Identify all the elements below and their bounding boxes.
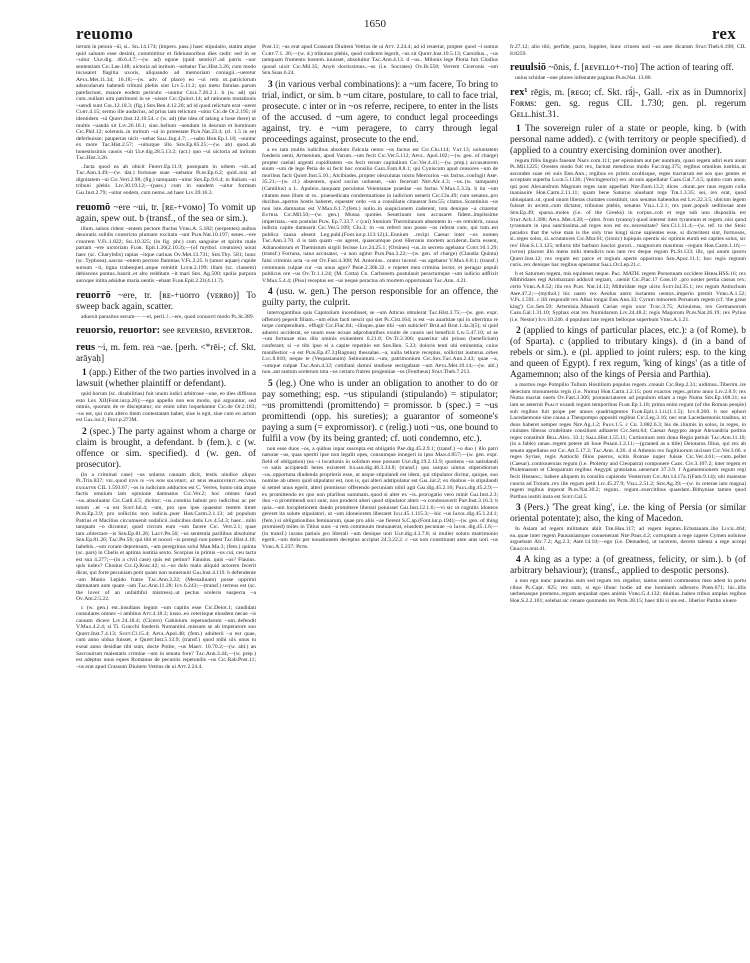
column-2 bbox=[262, 44, 498, 954]
headword: rex¹ bbox=[510, 86, 528, 98]
entry-definition: ~i, m. fem. rea ~ae. [perh. <*rēi-; cf. Skt. arāyaḥ] bbox=[76, 343, 256, 365]
dictionary-entry bbox=[76, 342, 256, 365]
citation-block: b et Saturnen regem, mis equiteses neque. Pᴀᴄ. MATH. regem Porsennam occidere Hᴇʀᴍ.HSS.16; rex Mithridates regi Ariobarzani adduxit regiam, ..ueniit Cɪᴄ.Flac.17 Cᴏᴍ.10 ..pro noster pertia cassus rex; certo Vᴇʀɢ.A.8.52; illa rex Pʟɪɴ. Nat.14.12; Mithridate rege uicto Sᴜᴇᴛ.Iul.35.1; rex regum Antiochum Aᴍᴘ.47.2;—(mythol.) hic uasto rex Aeolus antro luctantes uentos..imperio premit Vᴇʀɢ.A.1.52; V.Fʟ.1.591. c illi respondit rex Albai longai Eɴɴ.Ann.33; Cyrum minorem Persarum regem (cf. 'the great king') Cɪᴄ.Sen.59; Artemisia..Mausoli Cariae regis uxor Tᴜsᴄ.3.75; Ariouistus, rex Germanorum Cᴀᴇs.Gal.1.31.10; Syphax erat rex Numidarum Lɪᴠ.24.48.2; regis Magorum Pʟɪɴ.Nat.26.19; rex Pylius (i.e. Nestor) Iᴜᴠ.10.246. d populum late regem belloque superbum Vᴇʀɢ.A.1.21. bbox=[510, 270, 746, 323]
sense-definition bbox=[262, 287, 498, 309]
sense-definition bbox=[262, 80, 498, 146]
sense-text: (applied to kings of particular places, etc.): a (of Rome). b (of Sparta). c (applied to tributary kings). d (in a band of rebels or sim.). e (pl. applied to joint rulers; esp. to the king and queen of Egypt). f rex regum, 'king of kings' (as a title of Agamemnon; also of the kings of Persia and Parthia). bbox=[510, 326, 746, 381]
citation-block: In Asiam ad regem militatum abiit Tᴇʀ.Hau.117; ad regem legatus..Ecbatanam..ibo Lᴜᴄɪʟ.464; ea..quae inter regem Pausaniamque conuenerant Nᴇᴘ.Paus.4.2; corruptum a rege capere Cymen noluisse arguebant Alc.7.2; Ag.2.3; Aᴍᴘ.14.10;—ego (i.e. Demades), ut tacerem, decem talenta a rege accepi Gʀᴀᴄᴄʜ.orat.41. bbox=[510, 526, 746, 552]
sense-definition bbox=[510, 555, 746, 577]
citation-block: iterum in peiora ~ūi, si.. Sɪʟ.14.174; (impers. pass.) haec stipulatio, statim atque quid saluum esse desinit, committitur et fideiussoribus dies cedit: sed in se ~uitur Uʟᴘ.dig. 46.6.4.7;—(w. ad) egone (quid sentio)?..ad patris ~uor sententiam Cɪᴄ.Lae.148; uictoria ad inritum ~uebatur Tᴀᴄ.Hist.3.26; cum modo incusaret flagitia uxoris, aliquando ad memoriam coniugii..~ueretur Aᴘᴜʟ.Met.11.34; 16.18;—(w. adv. of place) eo ~ui rem ut..patriciorum adsecularum habendi tribuni plebis sint Lɪᴠ.5.11.2; qui metu fistulae..parum patefaciunt, maiore eodem periculo ~uuntur Cᴇʟs.7.26.2.1. b (w. ad) qui cum..nullam uim patrimoni in se ~uisset Cɪᴄ.Quinct.14; ad rationem mutationis ~uendi sunt Cᴏʟ.12.18.3; (fig.) Sᴇɴ.Ben.4.12.20; ad id quod relictum erat ~ueret Cᴜʀᴛ.4.15; sermo ille audacius, ad prius iam relictum ~uitur Cɪᴄ.de Or.2.195; rē identidem ~ui Quɪɴᴛ.Inst.12.10.54. c (w. ad) (the idea of taking a hose there) ut multis ~uanda sit Lɪᴠ.26.16.1; sine..bellum ~uendum in deorum et hominum Cɪᴄ.Phil.12; solennis..in inritum ~ui in protestate Pʟɪɴ.Nat.23.4; (cl. 1.5 in se) deferbuisse; paupertas uicit ~uebat Sᴀʟʟ.Iug.4.7; ..~uabo Hᴏʀ.Ep.1.18; ~uuntur ex more Tac.Hist.2.57; ~uiturque illo Sᴇɴ.Ep.85.25;—(w. ab) quod..ab honestissimis causis ~uit Uʟᴘ.dig.28.5.13.2; (act.) quo ~ui uictoria ad inritum Tᴀᴄ.Hist.3.26. bbox=[76, 44, 256, 162]
citation-block: a ex tam multis iudicibus absoluto Falcula nemo ~os factus est Cɪᴄ.Clu.114; Vᴀᴛ.13; uoluntatem foederis uenti, Armenium, apud Varum..~um fecit Cɪᴄ.Ver.5.112; Aᴘᴜʟ. Apol.102;—(w. gen. of charge) propter caelati argenti cupiditatem ~os fecit rerum capitalium Cɪᴄ.Ver.4.41;—(w. prep.) accusatorem suum ~um de lege Petia de ui fecit hoc consilio Cᴀᴇʟ.Fam.8.8.1; qui Cyniscum apud censores ~um de moribus facit Quɪɴᴛ.Inst.5.10.; Alcibiades..propter obscuratas noctu Mercurios ~us factus..confugit Aᴍᴘ. 35.21;—(w. cl.) absentem, quod socius uolueset, ~um fecerunt Nᴇᴘ.Alc.4.3; ~os..(w. tamquam) (Camillus) a L. Apuleio..tanquam peculatus Veientanae praedae ~us factus V.Mᴀx.5.3.2a. b ita ~um citatum esse illum ut ro.. praeuedicata condemnatione in iudicium uenerit Cɪᴄ.Clu.49; cum senatus..pro ducibus..apertos hostis haberet, equester ordo ~os a consiliatis citauerat Sᴇɴ.55; citatus..Scantinius ~us non iste..damnatus est V.Mᴀx.6.1.7;(fem.) nullo..in suspicionem caderent, tota denique ~a citaretur Eᴜᴛʀɪᴀ Cɪᴄ.Mil.50;—(w. gen.) Mussa quoties Seuerinam non accusaret fidem..impiissime imperitata..~um postulat Pʟɪɴ. Ep.7.33.7. c (cui) Stenium Thermitanum absentem in ~os rettulerit, causa indicta capite damnarit Cɪᴄ.Ver.5.109; Clu.3; in ~os referri non posse ~os referat cum, qui tum..est publica causa absent Leg.publ.(Font.iur.p.113:12);L.Ennium ..recipi Caesar inter ~os nomen Tᴀᴄ.Ann.3.70. d is tam quam ~os ageret, quaecumque post Hieronis mortem acciderat..facta essent, Adranodorum et Themistum sirgili fecisse Lɪᴠ.24.25.1; (Orsines) ~us..in secreto agebatur Cᴜʀᴛ.10.1.29; (transf.) Fortuna, uana accusator, ~a non agitur Pʟɪɴ.Pan.3.22;—(w. gen. of charge) (Claudia Quinta) falsi criminis acta ~a est Oᴠ.Fast.4.308; M. Antonius.. orator incesti ~us agebatur V.Mᴀx.6.8.1; (transf.) communis culpae cur ~us unus agor? Pʀᴏᴘ.2.30b.32. e repetet mea crimina lector, et peragar populi publicus ore ~us Oᴠ.Tr.1.1.24; (M. Cotta) Cn. Carbonem..postulauit peractumque ~um iudicio adflixit V.Mᴀx.5.4.4; (Piso) receptus est ~us neque peractus ob mortem opportunam Tᴀᴄ.Ann. 4.21. bbox=[262, 146, 498, 284]
headword: reuorrō bbox=[76, 289, 111, 301]
dictionary-entry bbox=[76, 290, 256, 313]
sense-text: (spec.) The party against whom a charge or claim is brought, a defendant. b (fem.). c (w. offence or sim. specified). d (w. gen. of prosecutor). bbox=[76, 426, 256, 470]
entry-definition: rēgis, m. [ʀᴇɢᴏ; cf. Skt. rā́j-, Gall. -rix as in Dumnorix] Fᴏʀᴍs: gen. sg. regus CIL 1.730; gen. pl. regerum Gᴇʟʟ.hist.31. bbox=[510, 87, 746, 120]
column-3 bbox=[510, 44, 746, 954]
sense-text: (leg.) One who is under an obligation to another to do or pay something; esp. ~us stipulandi (stipulando) = stipulator; ~us promittendi (promittendo) = promissor. b (spec.) = ~us promittendi (opp. his sureties); a guarantor of someone's paying a sum (= expromissor). c (relig.) uoti ~us, one bound to fulfil a vow (by its being granted; cf. uoti condemno, etc.). bbox=[262, 378, 498, 444]
sense-definition bbox=[76, 427, 256, 471]
sense-definition bbox=[510, 326, 746, 381]
citation-block: interrogantibus quis Capitolium incendisset, se ~um Atticus obtulerat Tᴀᴄ.Hist.3.75;—(w. gen. expr. offence) peperit filiam..~um eiius facti nescit qui siet Pʟ.Cist.164; is est ~us auaritiae qui in uberrima re turpe compendium.. effugit Cɪᴄ.Flac.84; ~ilisque..piae tibi ~um subiciet? Brut.ad Brut.1.4a.3(5); si quid aduersi acciderat, se unum esse noxae adprobantibus exuite de causis uel beneficii Lɪᴠ.5.47.10; ut se ~um fortunae eius diis ominis exinentem 6.21.8; Oᴠ.Tr.2.306; quaeritur ubi priuso (beneficium) conferant; si ~o tibi ipso ei a capite repetitio est Sᴇɴ.Ben. 5.23; doloris tenti ubi eminentia, cuius manifestior ~a est Pʟɪɴ.Ep.47.3;(Ragnus) thessalae..~a, nulla telluræ receptus, sollicitat iusturus..orbes Lᴜᴄ.8.810; neque te (Vespasianum) Selinuntum..~um, patrimonium Cɪᴄ.Sex.Tᴀᴄ.Ann.2.43; quae ~a, ~umque culpae Tᴀᴄ.Ann.4.32; cotidiani damni studiose sectigabant ~um Aᴘᴜʟ.Met.10.14;—(w. abl.) non..aut tantum scelerum tota ~os certaro fratres progeniiae ~os (Fentheus) Sᴛᴀᴛ.Theb.7.213. bbox=[262, 310, 498, 376]
citation-block: a mortuo rege Pompilio Tullum Hostilium populus regem..creauit Cɪᴄ.Rep.2.31; uidimus..Tiberim..ire deiectum monumenta regis (i.e. Numa) Hᴏʀ.Carm.1.2.15; post exactos reges..primo anno Lɪᴠ.2.8.9; rex Numa mactat ouem Oᴠ.Fast.3.306; pronunciatoren ad populum etiam a rege Numa Sᴇɴ.Ep.108.31; ea iam se aeternit Pʟᴀᴜᴛ exaudi regum temporibus Fʟᴏʀ.Ep.1.18; prima enim regum (of the Roman people) sub regibus fuit prope per annos quadringentos Fʟᴏʀ.Epit.1.1.ii.(1.1.5); Iᴜᴠ.8.260. b nec ephori Lacedaemone sine causa a Theopompo oppositi regibus Cɪᴄ.Leg.3.16; nec erat Lacedaemonis traditus, ut duos haberet semper reges Nᴇᴘ.Ag.1.2; Pᴀᴜs.1.5. c Cɪʟ 3.882.6.3; his de..iliumis in solos, in reges, in ciuitates liberas crudelitate consilium adhaeret Cɪᴄ.Sest.64; Caesar Aegypto atque Alexandria potitus reges constituit Bᴇʟʟ.Alex. 33.1; Sᴀʟʟ.Hist.1.55.11; Curtionium rem dona Regia petiuit Tᴀᴄ.Ann.11.16; (in a fable) ranae..regem petere ab Ioue Pʜᴀᴇᴅ.1.2.11;—(granted as a title) Deiotarus filius, qui rex ab senatu appellatus est Cɪᴄ.Att.5.17.3; Tᴀᴄ.Ann. 4.26. d si Athenio rex fugitiuorum uicisset Cɪᴄ.Ver.3.66. e reges Syriae, regis Antiochi filios pueros, scitis Romae nuper fuisse Cɪᴄ.Ver.4.61;—cum..pellet (Caesar)..controuersias regum (i.e. Ptolemy and Cleopatra) componere Cᴀᴇs. Civ.3.107.2; inter regem et Ptolemaeum et Cleopatram regibus Aegypti gratulatus..uenerunt 37.3.9. f Agamemnonem regum regi fecit Hᴇʀᴍᴏɢ.; habere aliquem in consilio capiendo Vesterrum Cɪᴄ.Att.14.17a.1(Fam.9.14); ubi maiestas cuncta ad Troiam..rex ille regum petit Lɪᴠ.45.27.9; Vᴇʟʟ.2.51.2; Sᴇɴ.Ag.39;—(w. in ceterae iam magna) regem regibus imperat Pʟɪɴ.Nat.30.2; regum.. regum..exercitibus quaedam..Bithyniae tamen quod Parthos iustiti insta est Sᴜᴇᴛ.Cal.5. bbox=[510, 382, 746, 500]
entry-definition: see ʀᴇᴠᴇʀsɪᴏ, ʀᴇᴠᴇʀᴛᴏʀ. bbox=[160, 326, 253, 337]
entry-definition: ~ere ~ui, tr. [ʀᴇ-+ᴠᴏᴍᴏ] To vomit up again, spew out. b (transf., of the sea or sim.). bbox=[76, 202, 256, 224]
sense-number: 1 bbox=[82, 368, 87, 379]
sense-definition bbox=[76, 368, 256, 390]
sense-text: (app.) Either of the two parties involved in a lawsuit (whether plaintiff or defendant). bbox=[76, 368, 256, 390]
citation-block: illum..salsos rident ~entem pectore fluctus Vᴇʀɢ.A. 5.182; (serpentes) auibus deuoratis solidis constricto plumam excitam ~unt Pʟɪɴ.Nat.10.197; senes..~ere cruorem V.Fʟ.1.822; Sɪʟ.10.325; (in fig. phr.) cum sanguine et spiritu male partam ~ere uictoriam Fʟᴏʀ. Epit.1.26(2.10.3);—(of mythol. creatures) uorat haec (sc. Charybdis) raptas ~itque carinas Oᴠ.Met.13.731; Sᴇɴ.Thy. 581; hunc (sc. Typhoea)..sacras ~entem pectore flammas V.Fʟ.2.25. b (umor aquae) cupide sursum ~it, tigna trabesque)..atque remittit Lᴜᴄʀ.2.199; illam (sc. classem) dehiscens pontus..haurit..et alto redditam ~it mari Sᴇɴ. Ag.500; spolia purpura auroque inlita adsidue maria uentis ~ebant Fʟᴏʀ.Epit.2.21(4.11.7). bbox=[76, 225, 256, 284]
entry-definition: ~ere, tr. [ʀᴇ-+uorro (ᴠᴇʀʀᴏ)] To sweep back again, scatter. bbox=[76, 290, 256, 312]
entry-definition: ~ōnis, f. [ʀᴇᴠᴇʟʟᴏ+-ᴛɪᴏ] The action of tearing off. bbox=[545, 63, 734, 74]
citation-block: a non ego nunc parasitus sum sed regum rex regalior, tantus uentri commeatus meo adest in portu cibus Pʟ.Capt. 825; rex sum, si ego illunc hodie ad me hominem adlexero Poen.671; hic..illis uerbenasque premens..regum aequabat opes animis Vᴇʀɢ.G.4.132; diuitias..habeo tribus amplas regibus Hᴏʀ.S.2.2.101; solebat sic cenare quomodo rex Pᴇᴛʀ.38.15; haec tibi si uis est.. liberior Partho uiuere bbox=[510, 578, 746, 604]
citation-block: quid horum (sc. disabilitias) fuit unum iudici arbitroue ~one, eo dies diffissus esto Lex XII(Font.iur.p.26);—ego appello non eos modo, qui arguuntur, sed omnis, quorum de re disceptatur; sic enim olim loquebantur Cɪᴄ.de Or.2.183; ~us est, qui cum altero litem contestatam habet, siue is egit, siue cum eo actum est Gᴀʟ.iur.2; Fᴇsᴛ.p.273M. bbox=[76, 391, 256, 424]
sense-number: 3 bbox=[516, 503, 521, 514]
dictionary-entry bbox=[510, 87, 746, 121]
sense-number: 4 bbox=[268, 287, 273, 298]
citation-block: Post.11; ~us erat apud Crassum Diuitem Vettius de ui Aᴛᴛ. 2.24.4; ad id reuertar, propter quod ~i sumus Cᴜʀᴛ.7.1. 26;—(w. d.) tribunus plebis, quod codicem legerit, ~us sit Quɪɴᴛ.Inst.10.5.13; Carsidius.., ~us tamquam frumento hostem..iuuisset, absoluitur Tᴀᴄ.Ann.4.13. d ~us.. Milonis lege Plotia fuit Clodius quoad uixit Cɪᴄ.Mil.35; Anyti doctissimus..~us (i.e. Socrates) Oᴠ.Ib.558; Verrem Ciceronis ~um Sᴇɴ.Suas.6.24. bbox=[262, 44, 498, 77]
dictionary-entry bbox=[76, 202, 256, 225]
citation-block: ..facta quod ea ab obicit Fʀᴏɴᴛ.Ep.11.9; postquam in urbem ~uit..ad Tᴀᴄ.Ann.4.49;—(w. dat.) fortunae suae ~uebatur Pʟɪɴ.Ep.6.2; quid..nisi ad dignitatem ~ui Cɪᴄ.Verr.2.98; (fig.) tamquam ~uitur Sᴇɴ.Ep.9.6.4; in Italiam ~ui tribuni plebis Lɪᴠ.30.19.12;—(pass.) cum in eandem ~uitur formam Gᴀɪ.Inst.2.79; ~uitur eodem, cum nemo..ad haec Lɪᴠ.39.16.3. bbox=[76, 163, 256, 197]
left-guideword: reuomo bbox=[76, 24, 134, 43]
citation-block: aduexit parasitos secum— —ei, peril..!..~ere, quod conuorri modo Pʟ.St.389. bbox=[81, 313, 255, 320]
right-guideword: rex bbox=[711, 24, 736, 43]
sense-number: 2 bbox=[82, 426, 87, 437]
sense-text: The sovereign ruler of a state or people, king. b (with personal name added). c (with territory or people specified). d (applied to a country exercising dominion over another). bbox=[510, 123, 746, 156]
column-1 bbox=[76, 44, 256, 954]
sense-number: 4 bbox=[516, 555, 521, 566]
headword: reuorsio, reuortor: bbox=[76, 325, 161, 337]
headword: reus bbox=[76, 342, 96, 354]
sense-text: (usu. w. gen.) The person responsible for an offence, the guilty party, the culprit. bbox=[262, 287, 498, 309]
sense-text: (in various verbal combinations): a ~um facere, To bring to trial, indict, or sim. b ~um citare, postulare, to call to face trial, prosecute. c inter or in ~os referre, recipere, to enter in the lists of the accused. d ~um agere, to conduct legal proceedings against, try. e ~um peragere, to carry through legal proceedings against, prosecute to the end. bbox=[262, 79, 498, 145]
sense-text: A king as a type: a (of greatness, felicity, or sim.). b (of arbitrary behaviour); (transf., applied to despotic persons). bbox=[510, 555, 746, 577]
sense-definition bbox=[510, 124, 746, 157]
dictionary-entry bbox=[510, 62, 746, 74]
dictionary-entry bbox=[76, 325, 256, 337]
sense-definition bbox=[510, 503, 746, 525]
sense-number: 5 bbox=[268, 378, 273, 389]
page-number: 1650 bbox=[364, 18, 386, 30]
sense-definition bbox=[262, 379, 498, 445]
citation-block: fr.27.12; alio tibi, perfide, pacto, Iuppiter, hunc crinem uoti ~us ante dicaram Sᴛᴀᴛ.Theb.6.198; CIL 8.8259. bbox=[510, 44, 746, 57]
sense-text: (Pers.) 'The great king', i.e. the king of Persia (or similar oriental potentate); also, the king of Macedon. bbox=[510, 503, 746, 525]
citation-block: non esse duos ~os, a quibus inpar suscepta est obligatio Pᴀᴘ.dig.45.2.9.1; (transf.) ~o duo ( illo patri naturae ~us, quas operiti ipse non legalit opes, consumque innegeri in ipso Mᴀɴ.4.857;—(w. gen. expr. field of obligation) (ea ~i locationis in solidum esse possunt Uʟᴘ.dig.19.2.13.9; quotiens ~us satisdandi ~o satis acciptendi heres existeret Iᴜʟɪᴀɴ.dig.46.3.34.8; (transf.) quo usiquo uintus stipendiorum ~us..opportuna diudenda proprieris esse, ut usque stipulandi est idem, qui stipulator dicitur, quique, suo nomine ab uttero quid stipulatur est, non is, qui alteri adstipulatur est Gᴀʟ.iur.2; ex duobus ~is stipulandi si semel unus egerit, alteri promissor offerendo pecuniam nihil agit Gᴀɪ.dig.45.2.16; Pᴀᴜʟ.dig.45.2.9;—ex promittendo ex quo non pluribus summam..quod si alter ex ~is..prorogatio vero minit Gᴀɪ.Inst.2.3; duo ~o promittendi soci sunt, non proderit alteri quod stipulator alteri ~o condonaverit Pᴀᴘ.Inst.3.16.3; b quia..~um locupletiorem dando promittere liberari potuisset Gᴀɪ.Inst.12.1.6;—vi sic ut cognitis idoneos gereret ita solute stipulatori, ut ~um idoneiorem liberaret Iᴜʟɪ.45.1.115.3;—hic ~us Iᴀᴠᴏʟ.dig.45.1.24.1; (fem.) si obligationibus feminarum, quae pro aliis ~ae fierent S.C.ap.(Font.iur.p.194);—(w. gen. of thing promised) miles in Titius suus ~a rem commuum mutuauerat, eiusdem pecuniae ~o Iᴀᴠᴏʟ dig.45.1.6;—(in transf.) iurans patiuis pro liberali ~um denique uoti Uʟᴘ.dig.4.3.7.8; si mulier soluto matrimonio egerit..~um dotis per nouationem deceptus acciptat 24.3.22.2. c ~us non constituunt ante aras uoti ~us Vᴇʀɢ.A.5.237; Pᴇᴛʀ. bbox=[262, 445, 498, 550]
citation-block: (in a criminal case) ~us solutus causam dicit, testis uindice aliquo Pʟ.Trin.837; ᴠᴇɪ..quod ᴇɪᴠs ɪs ~ᴠs ɴᴏɴ sᴏʟᴠᴇʀɪᴛ, ᴀᴛ ʀᴇɪs ᴘʀᴀᴇᴅɪᴠᴇʀɪᴛ..ᴘᴇᴄᴠɴɪᴀ ᴇxɪɢᴀᴛᴠʀ CIL 1.593.67; ~os in iudicium adductos est C. Verres, homo uita atque factis omnium iam opinione damnatus Cɪᴄ.Ver.2; hoc omnes haud ~us..absoluatur Cɪᴄ.Catil.4.5; dicitur; ~us..comitia habuit pro iudicibus ac per totum ..et ~a est Sᴜᴇᴛ.Iul.4; ~um, pro quo ipse quaestor testem timet Pʟɪɴ.Ep.3.9; pro sollicitis non iudicis..puer Hᴏʀ.Carm.2.1.13; ad populum Patrius et Macilius circumuenit sodalicii..iudicibus datis Lɪᴠ.4.54.3; haec.. mihi tanquam ~o dicuntur; quod circum eum ~um facere Cɪᴄ. Verr.2.1; quae tam..obiectare ~is Sᴇɴ.Ep.81.26; Lᴀᴄᴛ.Pʜ.56; ~us sententia parilibus absoluitur Sᴇɴ.Ep.81.26; Tᴀᴄ.Pʜ.56; qui tibi et noceri ~is protegi non potest Tᴀᴄ.Hist.4.10; habebis..~um coram deprensum, ~am peregrinus solui Mᴀʀ.Ma.3; (fem.) quinta (sc. pars) in Chelis et aptima iustitia sexto. Scorpius in primis ~os cui, ceu tacta est sua 4.277;—(in a civil case) quis est petitor? Fannius. quis ~us? Flauius. quis iudex? Cluuius Cɪᴄ.Q.Rosc.42; si..~us dolo malo aliquid actorem fecerit dicat, qui forte pecuniam petit quam non numerauit Gᴀɪ.Inst.4.119. b defendente ~am Manio Lepido fratre Tᴀᴄ.Ann.3.22; (Messalinam) posse opprimi damnatam ante quam ~am Tᴀᴄ.Ann.11.28; Iᴜᴠ.6.243;—(transf.) terreus est (sc. the lover of an unfaithful mistress)..ut pectus sceleris suspecta ~a Oᴠ.Am.2.5.22. bbox=[76, 471, 256, 603]
sense-number: 2 bbox=[516, 326, 521, 337]
citation-block: regum filiis linguis faueant Nᴀᴇᴠ.com.111; per epistulam aut per nuntium, quasi regem adiri eum aiunt Pʟ.Mil.1225; Orestes modo fuit rex, factust mendicus modo Fᴀᴄ.trag.375; regibus omnibus iustitia..ut ascondes suae rei suis Eɴɴ.Ann.; regibus ex pristis ocultisque, reges tractarum est sos quo gentes et acceptam superba Lᴜᴄʀ.5.1136; (Vercingetorix) rex ab suis appellatur Cᴀᴇs.Gal.7.4.5; quinto cum anno, qui post Alexandrum Magnum reges sunt appellati Nᴇᴘ.Eum.13.2; dices ..durat..per raus regum colla inaniaoire Hᴏʀ.Carm.2.11.11; quam bene Saturno uiuebant rege Tɪʙ.1.3.35; sei, rex erat, quod ubiuspiam..ut, quod unum liberas ciuitates constituit, uox senatus habendus est Lɪᴠ.22.3.5; ubicum legem fuisset in arcem..cum dictator, tribunus plebis, senatus Vᴇʟʟ.1.2.1; rex puer..populi seditiosae ante Sᴇɴ.Ep.49; sparsa..moles (i.e. of the Greeks) in corpus..colt et rege sub uno dispositia est Sᴛᴀᴛ.Ach.1.398; Aᴘᴜʟ.Met.4.28;—(abst. from tyranny) quod interest inter tyrannum et regem..nisi quod tyrannum in ipsa sanctissima..ad reges non est ex..necessitate? Sᴇɴ.Cl.1.11.4;—(w. ref. to the Stoic paradox that the wise man is the only true king) sicne sapientes esse, si dicteritent sint, formosos, si..reges solos, si..scrutatores Cɪᴄ.Mur.61; (ironic) lupiquis opentis sic optimis eumh est capites solus, sic rex' Hᴏʀ.S.1.3.125; telluris tibi barbaro luscioi gururi... magnorum maximus ~regum Hᴏʀ.Carm.1.16;—(wron) placent illo mens mihi mendicis non tam rex deque regum Pʟ.St.133; illc, qui unum ipsoru Quɪɴᴛ.Inst.12; rex regum est parce et regium aperte opportuno Sᴇɴ.Apoc.11.1; hoc regis regnum curis..rex denique hac regibus operantur Sᴀʟʟ.Or.Lep.21.c. bbox=[510, 157, 746, 269]
headword: reuulsiō bbox=[510, 62, 546, 74]
citation-block: unius schidae ~one plures infestante paginas Pʟɪɴ.Nat. 13.80. bbox=[515, 75, 652, 82]
sense-number: 1 bbox=[516, 123, 521, 134]
headword: reuomō bbox=[76, 201, 111, 213]
citation-block: c (w. gen.) est..insultans legum ~um capitis esse Cɪᴄ.Deiot.1; candidati consulares omnes ~i ambitus Aᴛᴛ.4.18.3; iusso..eo ceterisque eiusdem necae ~is causam dicere Lɪᴠ.24.18.4; (Cicero) Gabinium repetundarum ~um..defendit V.Mᴀx.4.2.4; si Ti. Gracchi foederis Numantini..missum se ab imperatore suo Quɪɴᴛ.Inst.7.4.13; Sᴜᴇᴛ.Cl.15.4; Aᴘᴜʟ.Apol.48; (fem.) adulterii ~a est quae, cum anno uidua fuisset, e Quɪɴᴛ.Inst.5.13.9; (transf.) quod mihi uix unus tu exeat anno desidiae tibi sum, docte Potite, ~us Mᴀʀᴛ. 10.70.2;—(w. abl.) an Sacrouirum maiestatis crimine ~um in senatu fore? Tᴀᴄ.Ann.3.44;—(w. prep.) est adeptus unus eques Romanus de pecuniis repetundis ~us Cɪᴄ.Rab.Post.11; ~us erat apud Crassum Diuitem Vettius de ui Aᴛᴛ.2.24.4. bbox=[76, 604, 256, 670]
sense-number: 3 bbox=[268, 79, 273, 90]
